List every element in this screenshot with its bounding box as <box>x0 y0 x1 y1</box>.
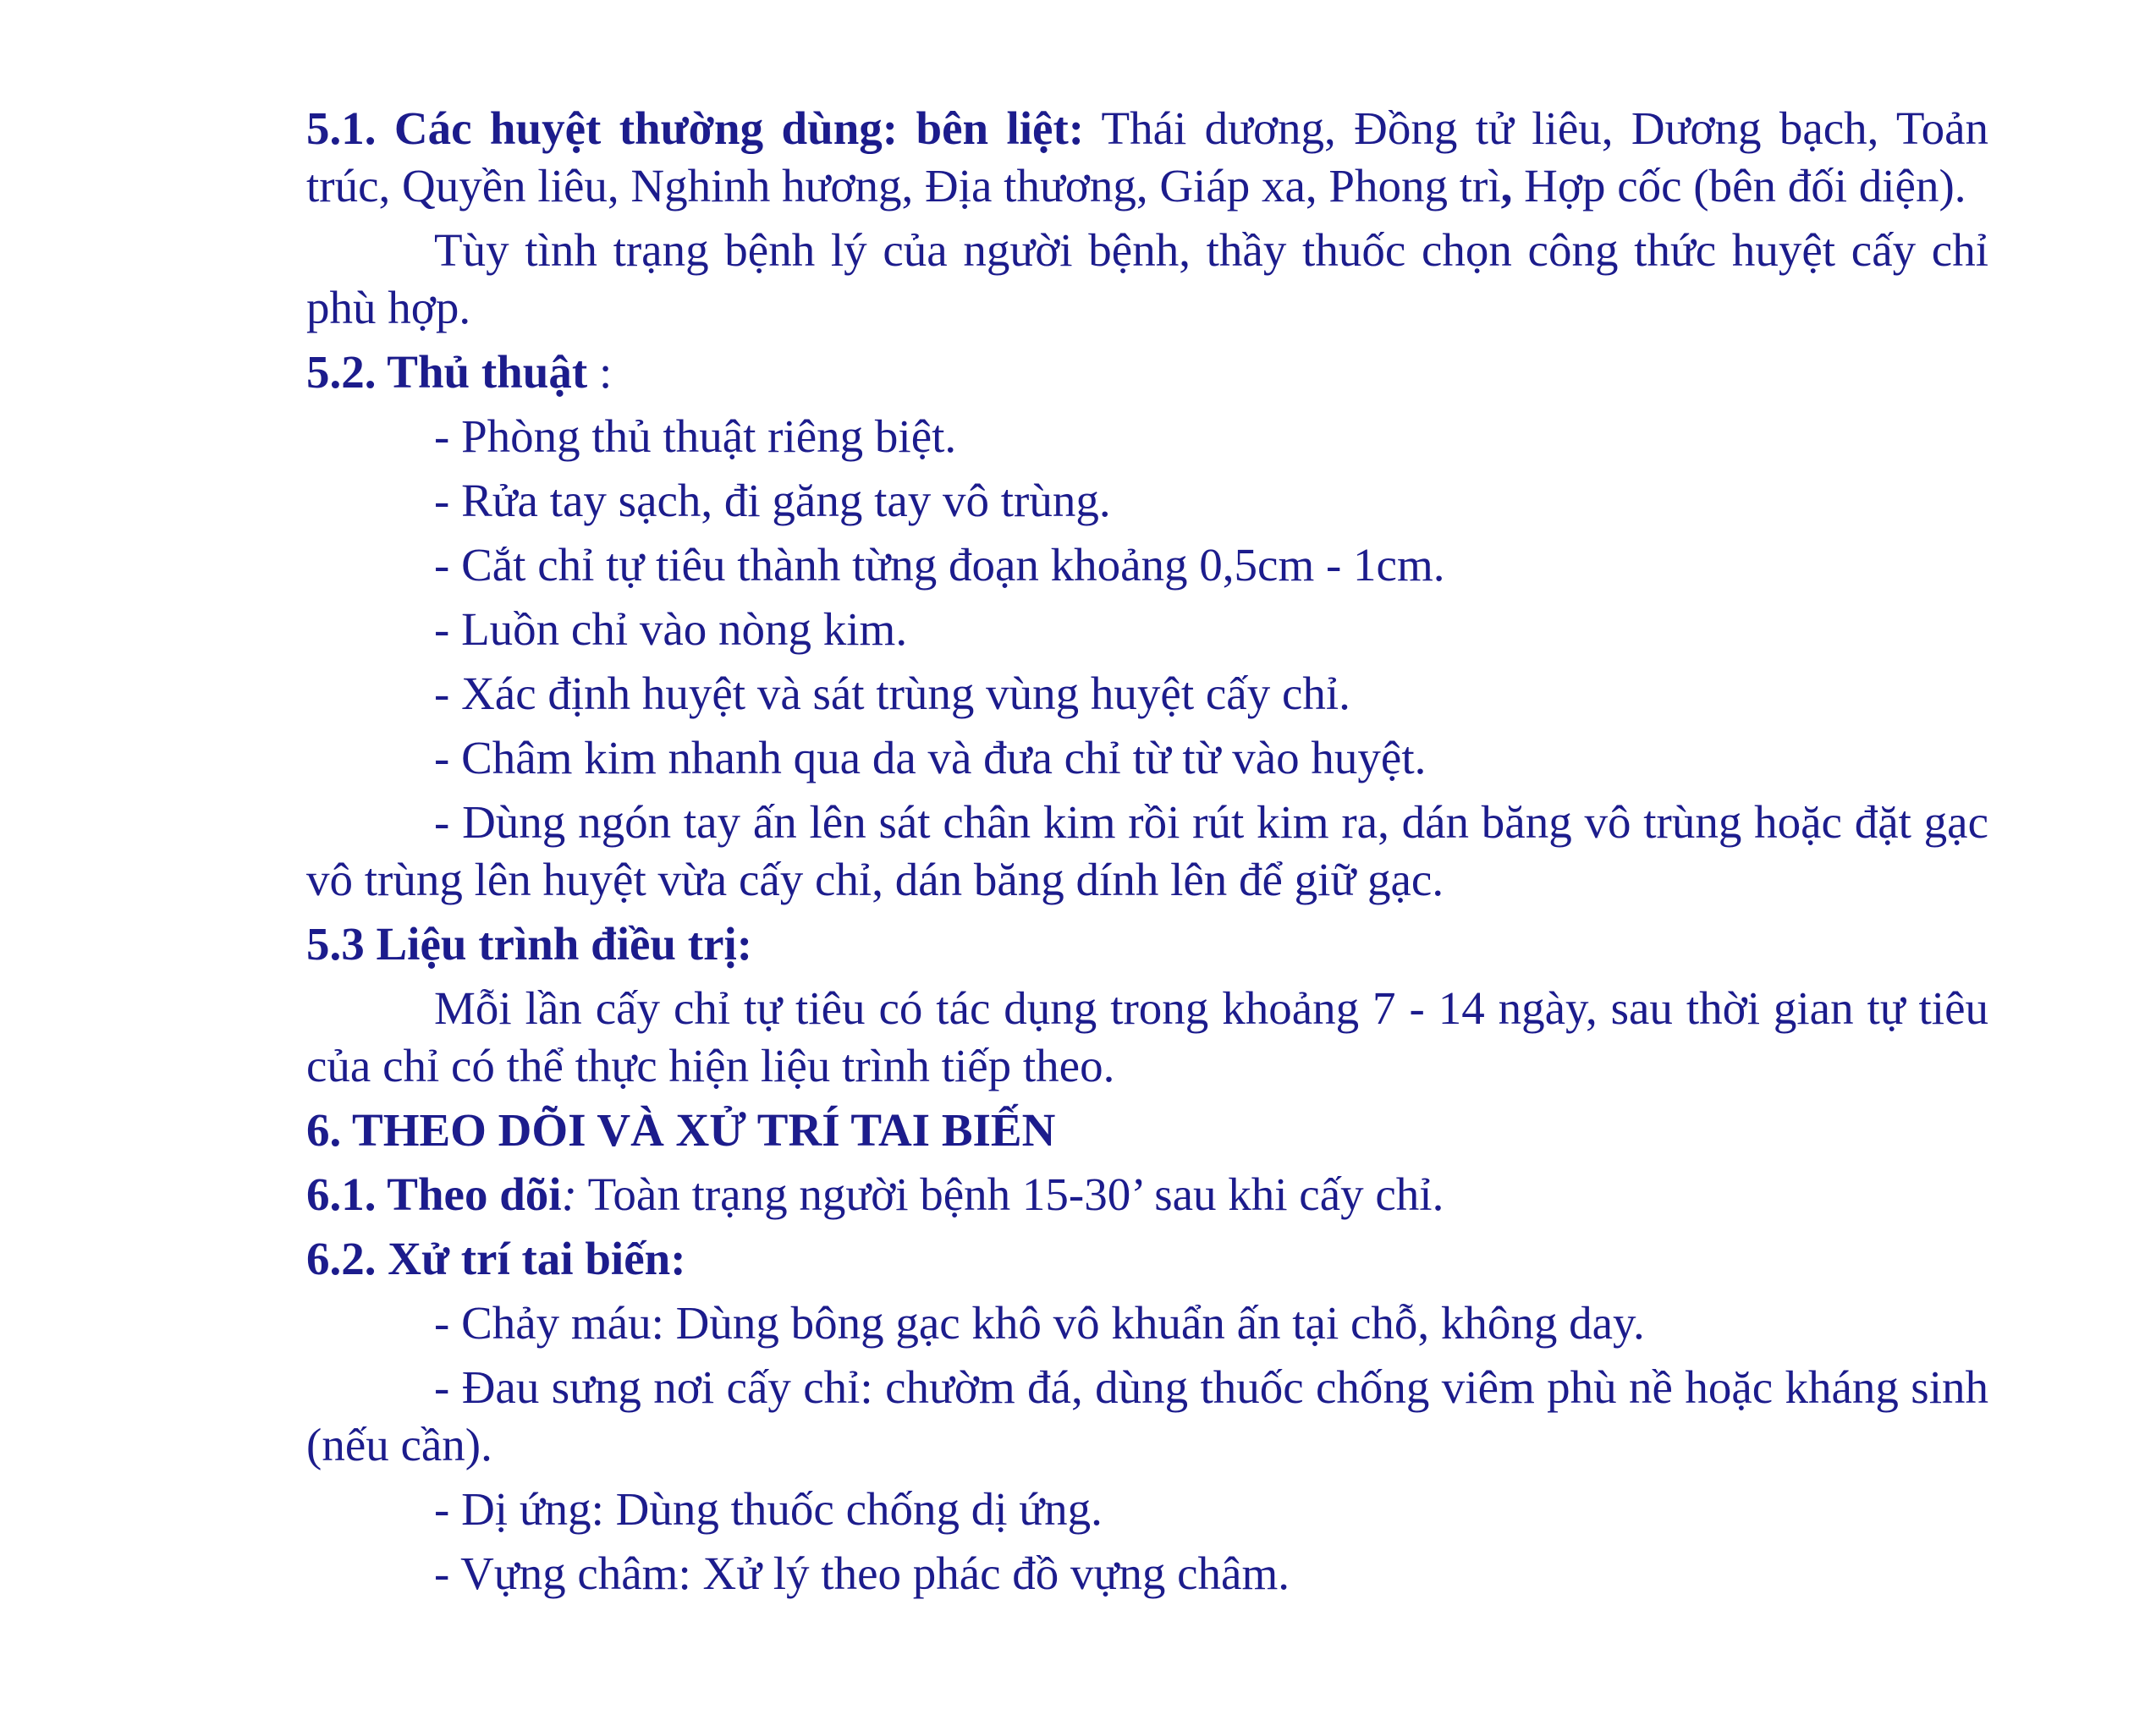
section-6-1-label: 6.1. Theo dõi <box>306 1168 562 1220</box>
list-item: - Vựng châm: Xử lý theo phác đồ vựng châm. <box>434 1547 1290 1599</box>
section-5-3-heading: 5.3 Liệu trình điều trị: <box>306 918 753 970</box>
list-item: - Đau sưng nơi cấy chỉ: chườm đá, dùng thuốc chống viêm phù nề hoặc kháng sinh (nếu cần). <box>306 1361 1988 1470</box>
section-5-1-text-b: Hợp cốc (bên đối diện). <box>1512 160 1966 212</box>
section-5-1-paragraph <box>306 100 1988 215</box>
list-item: - Rửa tay sạch, đi găng tay vô trùng. <box>434 475 1111 526</box>
list-item: - Dị ứng: Dùng thuốc chống dị ứng. <box>434 1483 1103 1535</box>
section-6-1-colon: : <box>561 1168 577 1220</box>
section-5-2-heading <box>306 344 1988 401</box>
section-5-1-label: 5.1. Các huyệt thường dùng: bên liệt: <box>306 102 1085 154</box>
list-item: - Cắt chỉ tự tiêu thành từng đoạn khoảng 0,5cm - 1cm. <box>434 539 1445 591</box>
section-5-1-comma: , <box>1500 160 1513 212</box>
list-item: - Châm kim nhanh qua da và đưa chỉ từ từ vào huyệt. <box>434 732 1427 783</box>
section-5-1-note: Tùy tình trạng bệnh lý của người bệnh, thầy thuốc chọn công thức huyệt cấy chỉ phù hợp. <box>306 224 1988 333</box>
list-item: - Phòng thủ thuật riêng biệt. <box>434 410 957 462</box>
document-page <box>306 100 1988 1609</box>
section-5-2-colon: : <box>587 346 613 398</box>
section-5-2-label: 5.2. Thủ thuật <box>306 346 588 398</box>
section-5-3-paragraph: Mỗi lần cấy chỉ tự tiêu có tác dụng trong khoảng 7 - 14 ngày, sau thời gian tự tiêu của chỉ có thể thực hiện liệu trình tiếp theo. <box>306 982 1988 1091</box>
list-item: - Dùng ngón tay ấn lên sát chân kim rồi rút kim ra, dán băng vô trùng hoặc đặt gạc vô trùng lên huyệt vừa cấy chỉ, dán băng dính lên để giữ gạc. <box>306 796 1988 905</box>
section-6-2-heading: 6.2. Xử trí tai biến: <box>306 1233 686 1284</box>
list-item: - Xác định huyệt và sát trùng vùng huyệt cấy chỉ. <box>434 668 1350 719</box>
list-item: - Chảy máu: Dùng bông gạc khô vô khuẩn ấn tại chỗ, không day. <box>434 1297 1645 1349</box>
list-item: - Luồn chỉ vào nòng kim. <box>434 603 908 655</box>
section-5-1-text-a: Thái dương, Đồng tử liêu, Dương bạch, Toản trúc, Quyền liêu, Nghinh hương, Địa thương, Giáp xa, Phong trì <box>306 102 1988 212</box>
section-6-title: 6. THEO DÕI VÀ XỬ TRÍ TAI BIẾN <box>306 1104 1056 1156</box>
section-6-1-paragraph <box>306 1166 1988 1223</box>
section-6-1-text: Toàn trạng người bệnh 15-30’ sau khi cấy chỉ. <box>576 1168 1444 1220</box>
